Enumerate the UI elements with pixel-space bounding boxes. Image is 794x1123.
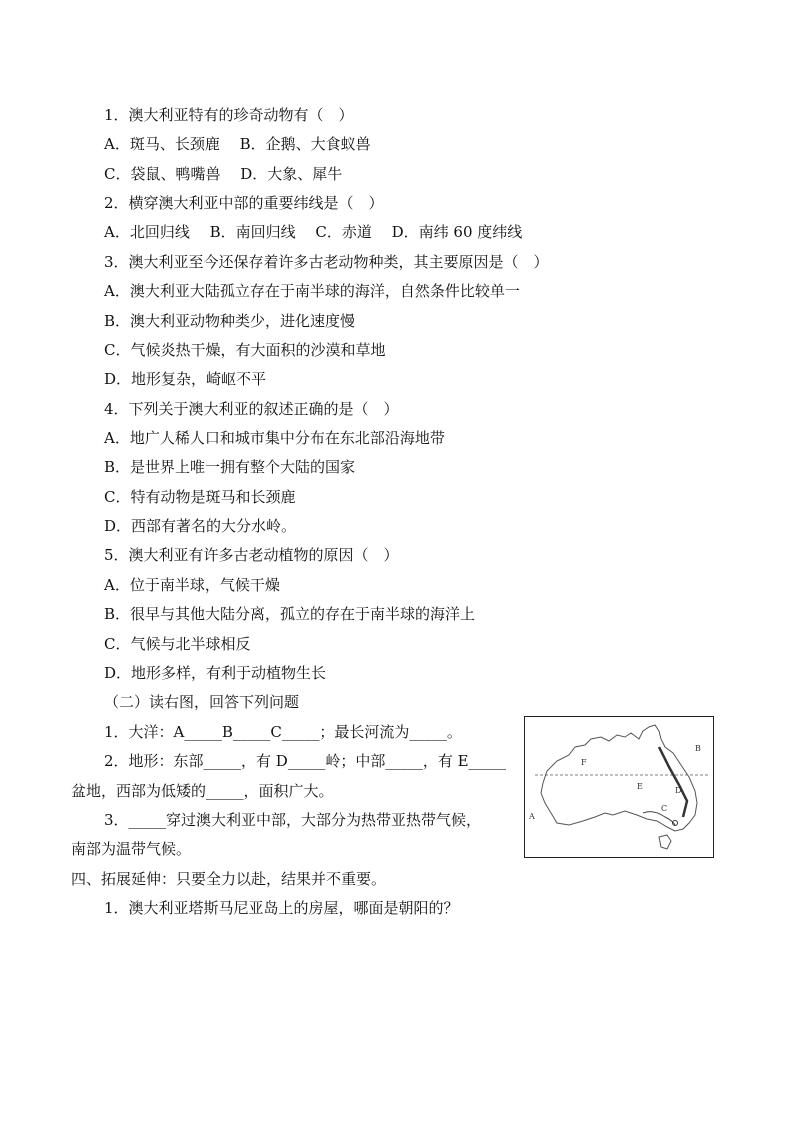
map-label-a: A [529, 812, 535, 821]
question-4: 4．下列关于澳大利亚的叙述正确的是（ ） [104, 400, 399, 418]
question-5-option-c: C．气候与北半球相反 [104, 635, 251, 653]
map-label-b: B [695, 744, 701, 753]
fill-question-3: 3．_____穿过澳大利亚中部，大部分为热带亚热带气候， [104, 811, 482, 829]
fill-question-1: 1．大洋：A_____B_____C_____；最长河流为_____。 [104, 723, 462, 741]
question-1-options-cd: C．袋鼠、鸭嘴兽 D．大象、犀牛 [104, 165, 343, 183]
question-1-options-ab: A．斑马、长颈鹿 B．企鹅、大食蚁兽 [104, 135, 371, 153]
question-4-option-d: D．西部有著名的大分水岭。 [104, 517, 297, 535]
river-line [643, 812, 675, 825]
fill-question-2: 2．地形：东部_____，有 D_____岭；中部_____，有 E_____ [104, 752, 507, 770]
fill-question-2-cont: 盆地，西部为低矮的_____，面积广大。 [71, 782, 334, 800]
map-label-f: F [581, 758, 587, 767]
question-3-option-a: A．澳大利亚大陆孤立存在于南半球的海洋，自然条件比较单一 [104, 282, 520, 300]
fill-question-3-cont: 南部为温带气候。 [71, 840, 192, 858]
question-3-option-d: D．地形复杂，崎岖不平 [104, 370, 267, 388]
question-4-option-b: B．是世界上唯一拥有整个大陆的国家 [104, 458, 356, 476]
question-1: 1．澳大利亚特有的珍奇动物有（ ） [104, 106, 354, 124]
question-5-option-b: B．很早与其他大陆分离，孤立的存在于南半球的海洋上 [104, 605, 476, 623]
question-3-option-b: B．澳大利亚动物种类少，进化速度慢 [104, 312, 356, 330]
question-3: 3．澳大利亚至今还保存着许多古老动物种类，其主要原因是（ ） [104, 253, 549, 271]
section-2-heading: （二）读右图，回答下列问题 [104, 693, 300, 711]
question-3-option-c: C．气候炎热干燥，有大面积的沙漠和草地 [104, 341, 386, 359]
extension-question-1: 1．澳大利亚塔斯马尼亚岛上的房屋，哪面是朝阳的？ [104, 899, 459, 917]
map-label-d: D [675, 786, 682, 795]
australia-map [524, 716, 714, 858]
question-4-option-c: C．特有动物是斑马和长颈鹿 [104, 488, 296, 506]
question-2: 2．横穿澳大利亚中部的重要纬线是（ ） [104, 194, 384, 212]
question-4-option-a: A．地广人稀人口和城市集中分布在东北部沿海地带 [104, 429, 445, 447]
australia-outline [541, 725, 697, 831]
map-label-c: C [661, 804, 668, 813]
question-5-option-d: D．地形多样，有利于动植物生长 [104, 664, 327, 682]
question-2-options: A．北回归线 B．南回归线 C．赤道 D．南纬 60 度纬线 [104, 223, 523, 241]
section-4-heading: 四、拓展延伸：只要全力以赴，结果并不重要。 [71, 870, 387, 888]
question-5-option-a: A．位于南半球，气候干燥 [104, 576, 280, 594]
question-5: 5．澳大利亚有许多古老动植物的原因（ ） [104, 546, 399, 564]
australia-map-graphic [525, 717, 712, 856]
tasmania-outline [659, 835, 671, 849]
map-label-e: E [637, 782, 643, 791]
